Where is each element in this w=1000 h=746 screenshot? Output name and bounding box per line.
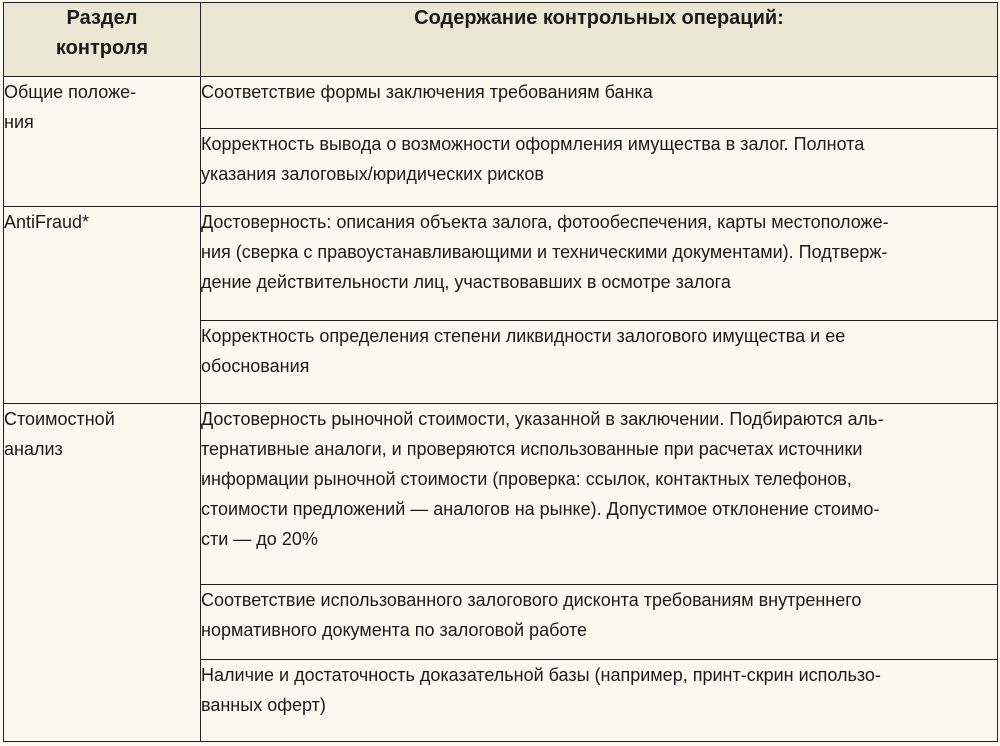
operation-cell <box>201 585 998 660</box>
section-label-line2: ния <box>4 112 34 132</box>
header-section-line2: контроля <box>55 37 149 59</box>
section-cell-cost-analysis <box>4 404 201 742</box>
operation-line: информации рыночной стоимости (проверка: ссылок, контактных телефонов, <box>201 469 852 489</box>
operation-line: ванных оферт) <box>201 695 326 715</box>
operation-line: дение действительности лиц, участвовавших в осмотре залога <box>201 272 731 292</box>
section-label-line1: Общие положе- <box>4 82 137 102</box>
header-control-operations: Содержание контрольных операций: <box>201 3 998 77</box>
section-label-line1: AntiFraud* <box>4 212 90 232</box>
control-operations-table <box>3 2 998 742</box>
operation-line: обоснования <box>201 356 310 376</box>
section-cell-general <box>4 77 201 207</box>
operation-line: Корректность вывода о возможности оформления имущества в залог. Полнота <box>201 134 865 154</box>
operation-cell <box>201 129 998 207</box>
operation-line: Достоверность рыночной стоимости, указанной в заключении. Подбираются аль- <box>201 409 884 429</box>
table-header-row <box>4 3 998 77</box>
operation-cell <box>201 77 998 129</box>
header-section-control <box>4 3 201 77</box>
operation-cell <box>201 321 998 404</box>
table-row <box>4 207 998 321</box>
operation-cell <box>201 660 998 742</box>
operation-line: ния (сверка с правоустанавливающими и техническими документами). Подтверж- <box>201 242 888 262</box>
operation-cell <box>201 207 998 321</box>
operation-line: нормативного документа по залоговой работе <box>201 620 588 640</box>
header-section-line1: Раздел <box>66 7 138 29</box>
operation-line: стоимости предложений — аналогов на рынке). Допустимое отклонение стоимо- <box>201 499 880 519</box>
section-label-line2: анализ <box>4 439 63 459</box>
operation-cell <box>201 404 998 585</box>
table-row <box>4 404 998 585</box>
section-cell-antifraud <box>4 207 201 404</box>
operation-line: Соответствие использованного залогового дисконта требованиям внутреннего <box>201 590 862 610</box>
operation-line: Соответствие формы заключения требованиям банка <box>201 82 653 102</box>
operation-line: Наличие и достаточность доказательной базы (например, принт-скрин использо- <box>201 665 881 685</box>
operation-line: Корректность определения степени ликвидности залогового имущества и ее <box>201 326 846 346</box>
operation-line: Достоверность: описания объекта залога, фотообеспечения, карты местоположе- <box>201 212 889 232</box>
operation-line: тернативные аналоги, и проверяются использованные при расчетах источники <box>201 439 863 459</box>
section-label-line1: Стоимостной <box>4 409 115 429</box>
table-row <box>4 77 998 129</box>
operation-line: сти — до 20% <box>201 529 318 549</box>
operation-line: указания залоговых/юридических рисков <box>201 164 544 184</box>
